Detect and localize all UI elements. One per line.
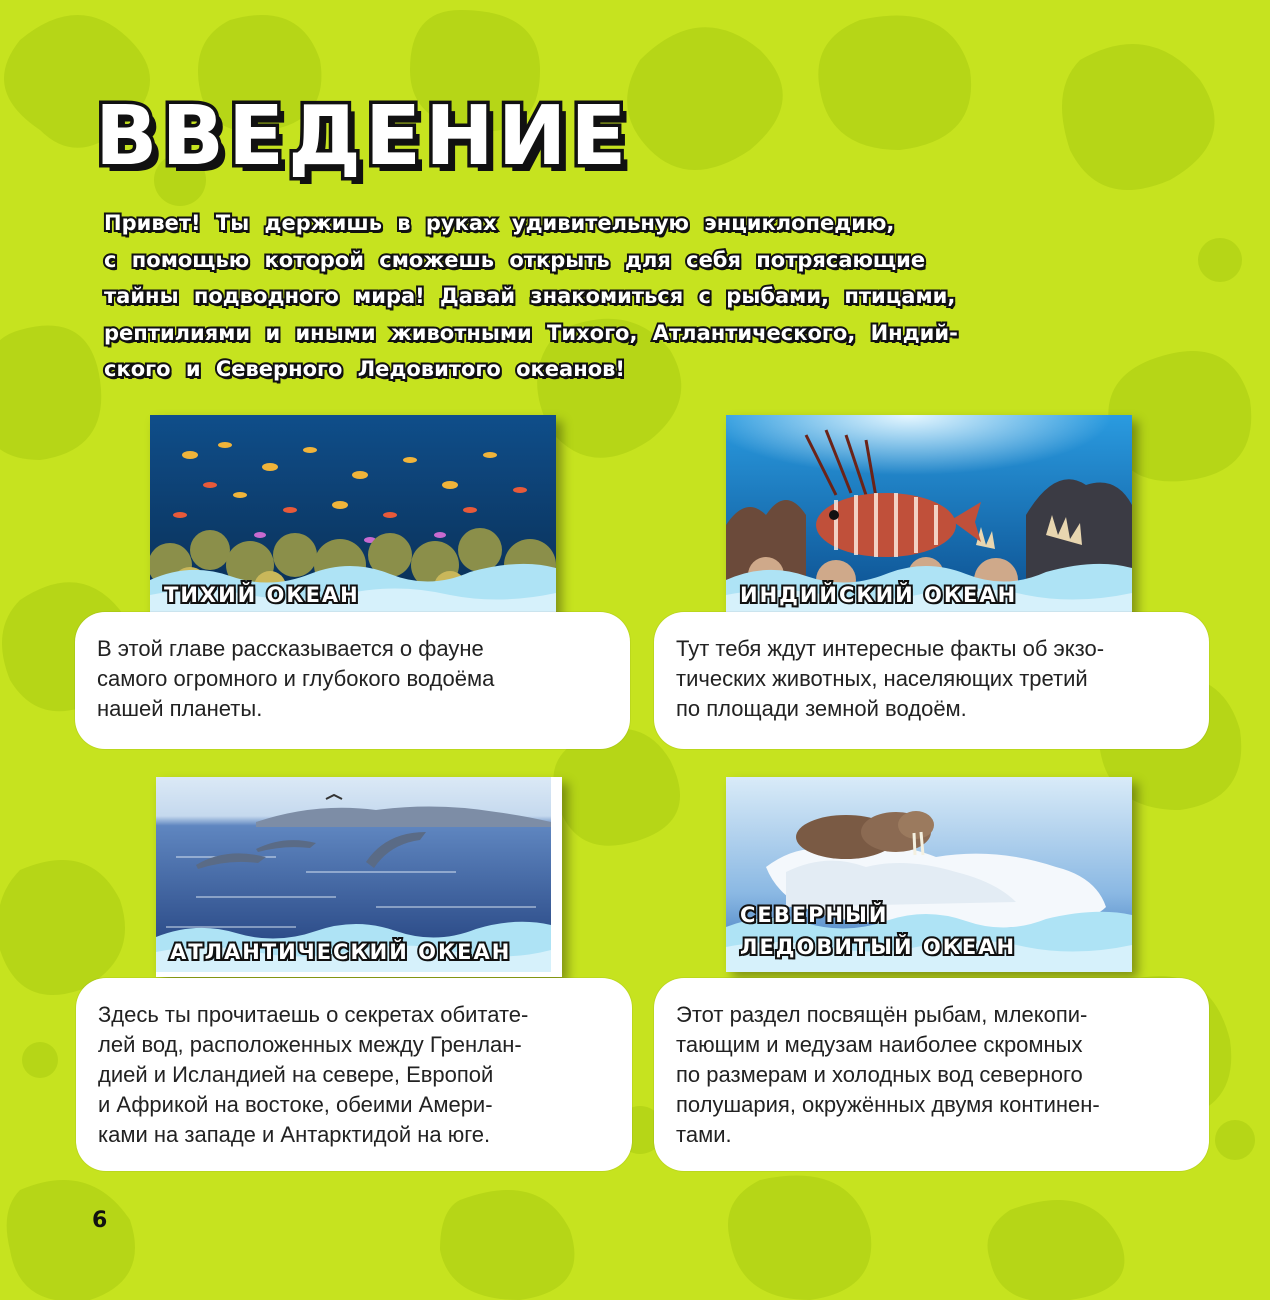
page-number: 6 [92, 1208, 108, 1233]
atlantic-ocean-label: АТЛАНТИЧЕСКИЙ ОКЕАН [170, 940, 512, 964]
atlantic-ocean-description: Здесь ты прочитаешь о секретах обитате- лей вод, расположенных между Гренлан- дией и Исландией на севере, Европой и Африкой на востоке, обеими Амери- ками на западе и Антарктидой на юге. [76, 978, 632, 1171]
pacific-ocean-description: В этой главе рассказывается о фауне самого огромного и глубокого водоёма нашей планеты. [75, 612, 630, 749]
indian-ocean-label: ИНДИЙСКИЙ ОКЕАН [740, 583, 1018, 607]
intro-line: Привет! Ты держишь в руках удивительную энциклопедию, [104, 211, 895, 235]
intro-line: тайны подводного мира! Давай знакомиться с рыбами, птицами, [104, 284, 956, 308]
arctic-ocean-photo [726, 777, 1132, 972]
atlantic-ocean-photo [156, 777, 562, 977]
pacific-ocean-photo [150, 415, 556, 615]
arctic-ocean-label-line: СЕВЕРНЫЙ [740, 903, 889, 927]
intro-line: ского и Северного Ледовитого океанов! [104, 357, 626, 381]
indian-ocean-photo [726, 415, 1132, 615]
pacific-ocean-label: ТИХИЙ ОКЕАН [164, 583, 360, 607]
page-title: ВВЕДЕНИЕ [95, 89, 631, 184]
indian-ocean-description: Тут тебя ждут интересные факты об экзо- тических животных, населяющих третий по площади земной водоём. [654, 612, 1209, 749]
intro-text [104, 205, 1064, 388]
arctic-ocean-description: Этот раздел посвящён рыбам, млекопи- тающим и медузам наиболее скромных по размерам и холодных вод северного полушария, окружённых двумя континен- тами. [654, 978, 1209, 1171]
intro-line: рептилиями и иными животными Тихого, Атлантического, Индий- [104, 320, 958, 345]
intro-line: с помощью которой сможешь открыть для себя потрясающие [104, 247, 926, 272]
arctic-ocean-label-line: ЛЕДОВИТЫЙ ОКЕАН [740, 935, 1017, 959]
